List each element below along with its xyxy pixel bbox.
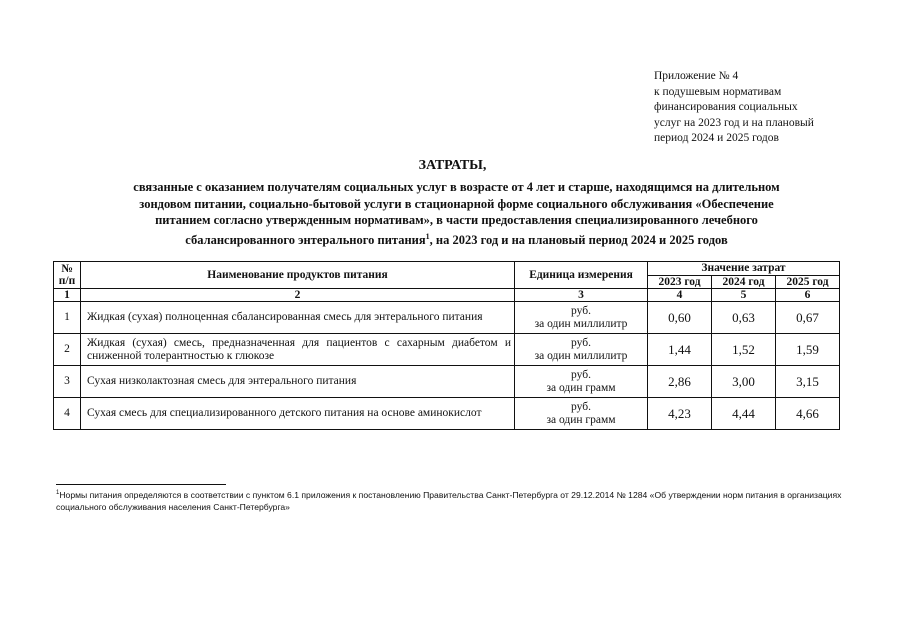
table-row	[54, 366, 840, 398]
row-number: 2	[54, 334, 81, 366]
appendix-line: услуг на 2023 год и на плановый	[654, 116, 814, 129]
value-2024: 4,44	[712, 398, 776, 430]
row-number: 4	[54, 398, 81, 430]
appendix-line: период 2024 и 2025 годов	[654, 132, 779, 144]
subtitle-line: связанные с оказанием получателям социальных услуг в возрасте от 4 лет и старше, находящимся на длительном	[133, 180, 780, 194]
footnote-mark: 1	[56, 490, 60, 496]
value-2024: 3,00	[712, 366, 776, 398]
header-no-line: №	[61, 262, 73, 275]
row-number: 3	[54, 366, 81, 398]
header-year: 2023 год	[648, 275, 712, 289]
value-2025: 3,15	[776, 366, 840, 398]
table-header-row	[54, 262, 840, 276]
unit-measure: за один грамм	[546, 381, 616, 394]
unit-measure: за один грамм	[546, 413, 616, 426]
footnote-reference: 1	[425, 231, 430, 241]
header-year: 2025 год	[776, 275, 840, 289]
column-number-row	[54, 289, 840, 302]
unit-cell	[515, 302, 648, 334]
column-number: 4	[648, 289, 712, 302]
unit-measure: за один миллилитр	[534, 317, 628, 330]
appendix-line: к подушевым нормативам	[654, 85, 782, 98]
value-2024: 1,52	[712, 334, 776, 366]
column-number: 6	[776, 289, 840, 302]
row-number: 1	[54, 302, 81, 334]
unit-measure: за один миллилитр	[534, 349, 628, 362]
costs-table	[53, 261, 840, 430]
product-name: Сухая низколактозная смесь для энтерального питания	[81, 366, 515, 398]
product-name: Жидкая (сухая) смесь, предназначенная для пациентов с сахарным диабетом и сниженной толерантностью к глюкозе	[81, 334, 515, 366]
footnote	[56, 487, 856, 513]
value-2023: 2,86	[648, 366, 712, 398]
header-unit: Единица измерения	[515, 262, 648, 289]
value-2023: 0,60	[648, 302, 712, 334]
appendix-line: финансирования социальных	[654, 101, 798, 113]
value-2025: 4,66	[776, 398, 840, 430]
column-number: 5	[712, 289, 776, 302]
appendix-note	[654, 69, 894, 147]
subtitle-line	[54, 229, 859, 249]
subtitle-line-text: сбалансированного энтерального питания	[185, 232, 426, 247]
unit-currency: руб.	[571, 304, 591, 317]
value-2025: 0,67	[776, 302, 840, 334]
column-number: 1	[54, 289, 81, 302]
document-subtitle	[54, 179, 859, 248]
subtitle-line: питанием согласно утвержденным нормативам», в части предоставления специализированного лечебного	[155, 213, 758, 227]
footnote-text: Нормы питания определяются в соответствии с пунктом 6.1 приложения к постановлению Правительства Санкт-Петербурга от 29.12.2014 № 1284 «Об утверждении норм питания в организациях социального обслуживания населения Санкт-Петербурга»	[56, 489, 842, 512]
value-2023: 1,44	[648, 334, 712, 366]
appendix-line: Приложение № 4	[654, 70, 739, 82]
footnote-divider	[56, 484, 226, 485]
unit-cell	[515, 366, 648, 398]
subtitle-line-text: , на 2023 год и на плановый период 2024 и 2025 годов	[429, 232, 728, 247]
product-name: Сухая смесь для специализированного детского питания на основе аминокислот	[81, 398, 515, 430]
unit-currency: руб.	[571, 336, 591, 349]
unit-currency: руб.	[571, 368, 591, 381]
value-2023: 4,23	[648, 398, 712, 430]
header-name: Наименование продуктов питания	[81, 262, 515, 289]
column-number: 3	[515, 289, 648, 302]
header-no	[54, 262, 81, 289]
unit-currency: руб.	[571, 400, 591, 413]
value-2025: 1,59	[776, 334, 840, 366]
column-number: 2	[81, 289, 515, 302]
product-name: Жидкая (сухая) полноценная сбалансированная смесь для энтерального питания	[81, 302, 515, 334]
document-title: ЗАТРАТЫ,	[418, 158, 487, 173]
unit-cell	[515, 334, 648, 366]
subtitle-line: зондовом питании, социально-бытовой услуги в стационарной форме социального обслуживания «Обеспечение	[139, 196, 774, 211]
value-2024: 0,63	[712, 302, 776, 334]
header-cost-group: Значение затрат	[648, 262, 840, 276]
unit-cell	[515, 398, 648, 430]
table-row	[54, 302, 840, 334]
header-no-line: п/п	[58, 275, 76, 287]
table-row	[54, 334, 840, 366]
table-row	[54, 398, 840, 430]
header-year: 2024 год	[712, 275, 776, 289]
